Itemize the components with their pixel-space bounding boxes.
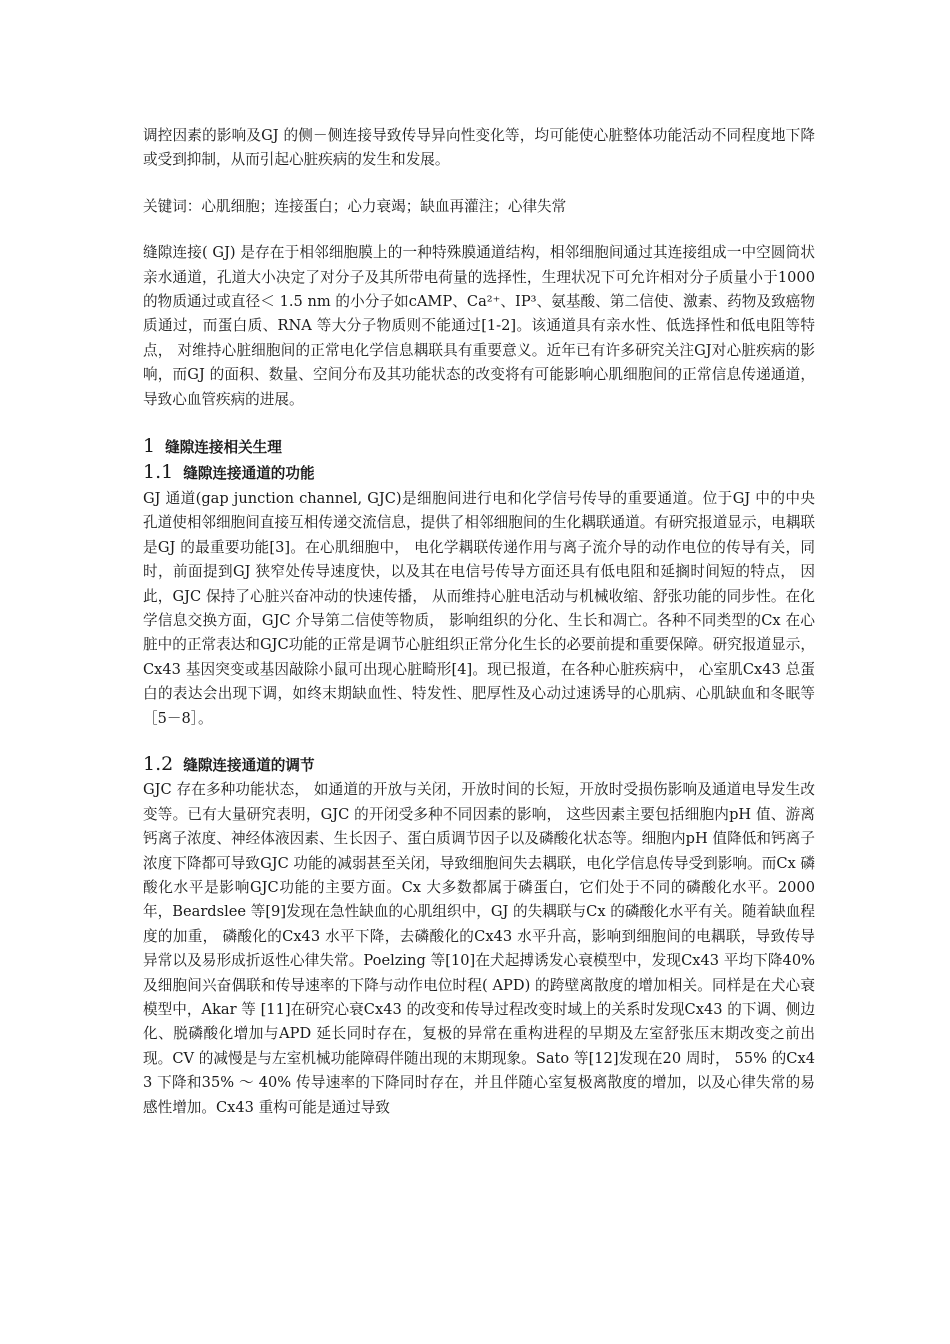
section-1-2-title: 缝隙连接通道的调节 [183,756,315,774]
section-1-2-paragraph: GJC 存在多种功能状态， 如通道的开放与关闭，开放时间的长短，开放时受损伤影响及通道电导发生改变等。已有大量研究表明，GJC 的开闭受多种不同因素的影响， 这些因素主要包括细胞内pH 值、游离钙离子浓度、神经体液因素、生长因子、蛋白质调节因子以及磷酸化状态等。细胞内pH 值降低和钙离子浓度下降都可导致GJC 功能的减弱甚至关闭，导致细胞间失去耦联，电化学信息传导受到影响。而Cx 磷酸化水平是影响GJC功能的主要方面。Cx 大多数都属于磷蛋白，它们处于不同的磷酸化水平。2000 年，Beardslee 等[9]发现在急性缺血的心肌组织中，GJ 的失耦联与Cx 的磷酸化水平有关。随着缺血程度的加重， 磷酸化的Cx43 水平下降，去磷酸化的Cx43 水平升高，影响到细胞间的电耦联，导致传导异常以及易形成折返性心律失常。Poelzing 等[10]在犬起搏诱发心衰模型中，发现Cx43 平均下降40%及细胞间兴奋偶联和传导速率的下降与动作电位时程( APD) 的跨壁离散度的增加相关。同样是在犬心衰模型中，Akar 等 [11]在研究心衰Cx43 的改变和传导过程改变时域上的关系时发现Cx43 的下调、侧边化、脱磷酸化增加与APD 延长同时存在，复极的异常在重构进程的早期及左室舒张压末期改变之前出现。CV 的减慢是与左室机械功能障碍伴随出现的末期现象。Sato 等[12]发现在20 周时， 55% 的Cx43 下降和35% ～ 40% 传导速率的下降同时存在，并且伴随心室复极离散度的增加，以及心律失常的易感性增加。Cx43 重构可能是通过导致 [143,781,815,1116]
section-1-1-heading [143,460,815,486]
section-1-1-title: 缝隙连接通道的功能 [183,465,315,483]
section-1-2-number: 1.2 [143,752,174,775]
section-1-heading [143,434,815,460]
section-1-2-heading [143,752,815,778]
section-1-1-paragraph: GJ 通道(gap junction channel, GJC)是细胞间进行电和化学信号传导的重要通道。位于GJ 中的中央孔道使相邻细胞间直接互相传递交流信息，提供了相邻细胞间的生化耦联通道。有研究报道显示，电耦联是GJ 的最重要功能[3]。在心肌细胞中， 电化学耦联传递作用与离子流介导的动作电位的传导有关，同时，前面提到GJ 狭窄处传导速度快，以及其在电信号传导方面还具有低电阻和延搁时间短的特点， 因此，GJC 保持了心脏兴奋冲动的快速传播， 从而维持心脏电活动与机械收缩、舒张功能的同步性。在化学信息交换方面，GJC 介导第二信使等物质， 影响组织的分化、生长和凋亡。各种不同类型的Cx 在心脏中的正常表达和GJC功能的正常是调节心脏组织正常分化生长的必要前提和重要保障。研究报道显示，Cx43 基因突变或基因敲除小鼠可出现心脏畸形[4]。现已报道，在各种心脏疾病中， 心室肌Cx43 总蛋白的表达会出现下调，如终末期缺血性、特发性、肥厚性及心动过速诱导的心肌病、心肌缺血和冬眠等［5－8］。 [143,489,815,727]
section-1-number: 1 [143,435,156,458]
section-1-1-number: 1.1 [143,461,174,484]
intro-paragraph: 调控因素的影响及GJ 的侧－侧连接导致传导异向性变化等，均可能使心脏整体功能活动不同程度地下降或受到抑制，从而引起心脏疾病的发生和发展。 [143,127,815,169]
section-1-title: 缝隙连接相关生理 [165,439,282,457]
overview-paragraph: 缝隙连接( GJ) 是存在于相邻细胞膜上的一种特殊膜通道结构，相邻细胞间通过其连接组成一中空圆筒状亲水通道，孔道大小决定了对分子及其所带电荷量的选择性，生理状况下可允许相对分子质量小于1000 的物质通过或直径＜ 1.5 nm 的小分子如cAMP、Ca²⁺、IP³、氨基酸、第二信使、激素、药物及致癌物质通过，而蛋白质、RNA 等大分子物质则不能通过[1-2]。该通道具有亲水性、低选择性和低电阻等特点， 对维持心脏细胞间的正常电化学信息耦联具有重要意义。近年已有许多研究关注GJ对心脏疾病的影响，而GJ 的面积、数量、空间分布及其功能状态的改变将有可能影响心肌细胞间的正常信息传递通道，导致心血管疾病的进展。 [143,244,815,408]
keywords-line: 关键词：心肌细胞；连接蛋白；心力衰竭；缺血再灌注；心律失常 [143,197,567,215]
document-page [143,124,815,1120]
